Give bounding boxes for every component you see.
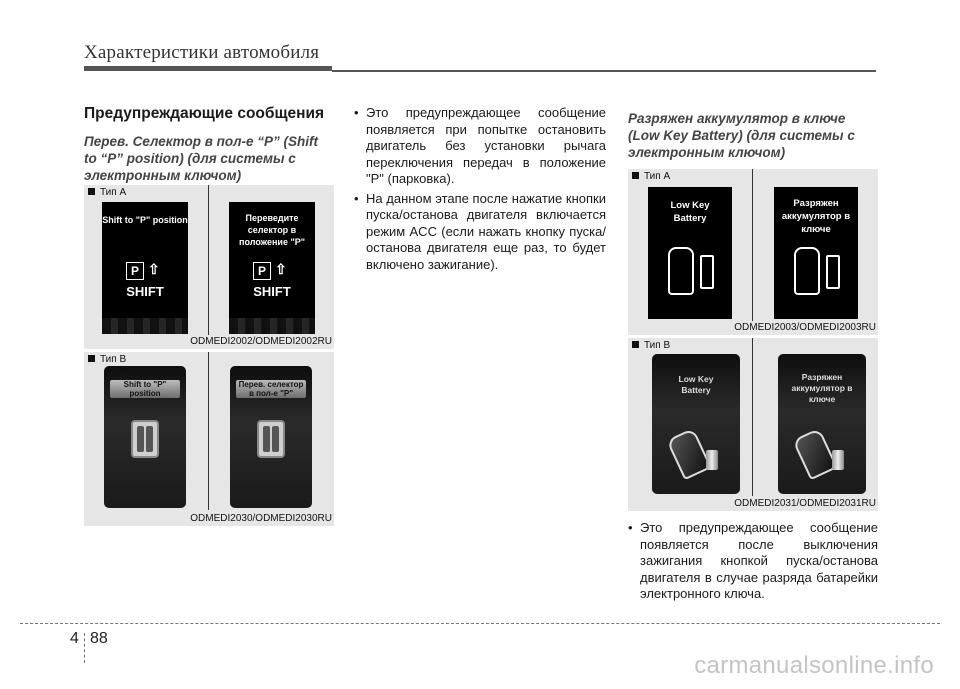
footer-rule xyxy=(20,623,940,624)
figure-code: ODMEDI2030/ODMEDI2030RU xyxy=(190,513,332,524)
square-bullet-icon xyxy=(632,172,639,179)
key-icon xyxy=(668,247,694,295)
shift-to-p-subtitle: Перев. Селектор в пол-е “P” (Shift to “P” position) (для системы с электронным ключом) xyxy=(84,134,318,183)
figure-type-label: Тип B xyxy=(88,354,126,365)
shift-figure-type-b xyxy=(84,352,334,526)
panel-stripe xyxy=(229,318,315,334)
shift-figure-type-a xyxy=(84,185,334,349)
battery-icon xyxy=(706,450,718,470)
section-title: Предупреждающие сообщения xyxy=(84,105,325,122)
battery-icon xyxy=(826,255,840,289)
shift-label: SHIFT xyxy=(126,284,164,299)
shift-label: SHIFT xyxy=(253,284,291,299)
panel-text: Перев. селектор в пол-е "P" xyxy=(236,380,306,398)
battery-panel-ru xyxy=(774,187,858,319)
panel-text: Разряжен аккумулятор в ключе xyxy=(781,198,851,235)
battery-figure-type-a xyxy=(628,169,878,335)
p-symbol-icon: P xyxy=(253,262,271,280)
arrow-up-icon: ⇧ xyxy=(275,261,287,277)
left-column xyxy=(84,105,334,524)
page-header-title: Характеристики автомобиля xyxy=(84,42,320,63)
square-bullet-icon xyxy=(88,355,95,362)
bullet-item: • Это предупреждающее сообщение появляется после выключения зажигания кнопкой пуска/останова двигателя в случае разряда батарейки электронного ключа. xyxy=(628,520,878,603)
figure-divider xyxy=(208,185,209,335)
shift-cluster-en xyxy=(104,366,186,508)
battery-icon xyxy=(832,450,844,470)
square-bullet-icon xyxy=(88,188,95,195)
header-rule xyxy=(84,66,332,71)
battery-cluster-en xyxy=(652,354,740,494)
shift-panel-ru xyxy=(229,202,315,334)
p-symbol-icon: P xyxy=(126,262,144,280)
page-number: 88 xyxy=(90,630,108,647)
shift-cluster-ru xyxy=(230,366,312,508)
panel-text: Разряжен аккумулятор в ключе xyxy=(791,372,853,404)
square-bullet-icon xyxy=(632,341,639,348)
figure-code: ODMEDI2002/ODMEDI2002RU xyxy=(190,336,332,347)
figure-code: ODMEDI2003/ODMEDI2003RU xyxy=(734,322,876,333)
arrow-up-icon: ⇧ xyxy=(148,261,160,277)
key-icon xyxy=(794,247,820,295)
battery-figure-type-b xyxy=(628,338,878,511)
figure-type-label: Тип A xyxy=(632,171,670,182)
panel-text: Low Key Battery xyxy=(670,200,710,224)
key-fob-icon xyxy=(257,420,285,458)
battery-cluster-ru xyxy=(778,354,866,494)
figure-divider xyxy=(752,169,753,321)
watermark: carmanualsonline.info xyxy=(694,652,934,679)
header-rule-thin xyxy=(332,70,876,72)
page-separator xyxy=(84,633,85,663)
battery-panel-en xyxy=(648,187,732,319)
panel-text: Shift to "P" position xyxy=(110,380,180,398)
figure-divider xyxy=(208,352,209,510)
shift-panel-en xyxy=(102,202,188,334)
panel-text: Переведите селектор в положение "P" xyxy=(239,213,305,247)
low-key-battery-subtitle: Разряжен аккумулятор в ключе (Low Key Battery) (для системы с электронным ключом) xyxy=(628,111,855,160)
panel-stripe xyxy=(102,318,188,334)
panel-text: Low Key Battery xyxy=(678,374,714,395)
battery-icon xyxy=(700,255,714,289)
bullet-list xyxy=(354,105,606,273)
figure-type-label: Тип A xyxy=(88,187,126,198)
bullet-item: • Это предупреждающее сообщение появляется при попытке остановить двигатель без установки рычага переключения передач в положение "P" (парковка). xyxy=(354,105,606,188)
figure-type-label: Тип B xyxy=(632,340,670,351)
figure-code: ODMEDI2031/ODMEDI2031RU xyxy=(734,498,876,509)
middle-column xyxy=(354,105,606,276)
panel-text: Shift to "P" position xyxy=(102,215,188,225)
bullet-list xyxy=(628,520,878,606)
right-column xyxy=(628,110,878,601)
key-fob-icon xyxy=(131,420,159,458)
chapter-number: 4 xyxy=(70,630,79,647)
figure-divider xyxy=(752,338,753,496)
bullet-item: • На данном этапе после нажатие кнопки пуска/останова двигателя включается режим ACC (если нажать кнопку пуска/останова двигателя еще раз, то будет включено зажигание). xyxy=(354,191,606,274)
